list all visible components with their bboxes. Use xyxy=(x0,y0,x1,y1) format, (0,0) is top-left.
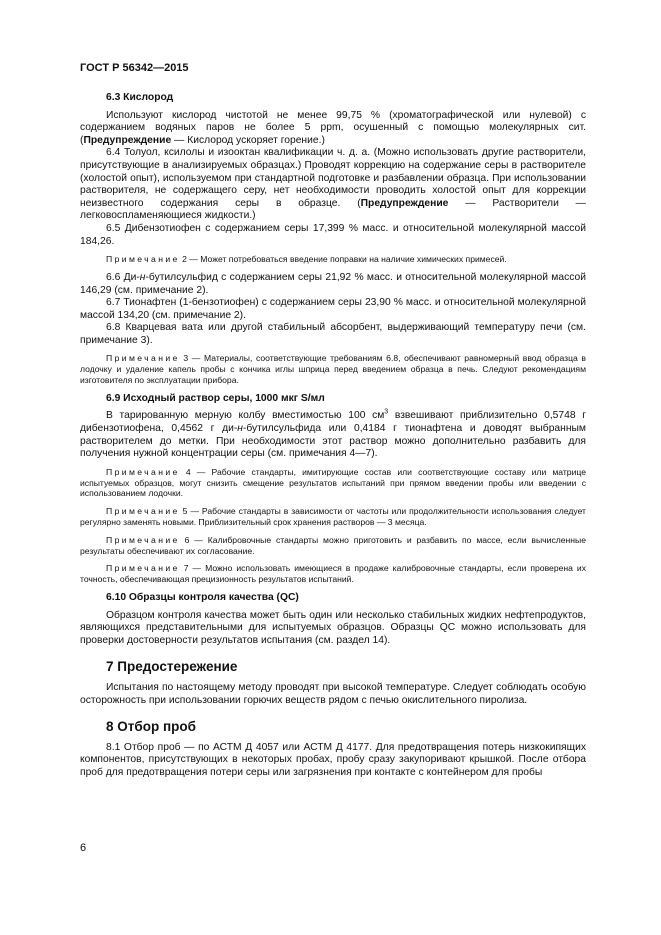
paragraph-6-4: 6.4 Толуол, ксилолы и изооктан квалификации ч. д. а. (Можно использовать другие растворители, присутствующие в анализируемых образцах.) Проводят коррекцию на содержание серы в растворителе (холостой опыт), используемом при стандартной подготовке и разбавлении образца. При использовании растворителя, не содержащего серу, нет необходимости проводить холостой опыт для коррекции неизвестного содержания серы в образце. (Предупреждение — Растворители — легковоспламеняющиеся жидкости.) xyxy=(80,147,586,222)
paragraph-6-8: 6.8 Кварцевая вата или другой стабильный абсорбент, выдерживающий температуру печи (см. примечание 3). xyxy=(80,322,586,346)
paragraph-7: Испытания по настоящему методу проводят при высокой температуре. Следует соблюдать особую осторожность при использовании горючих веществ рядом с печью окислительного пиролиза. xyxy=(80,681,586,706)
paragraph-6-5: 6.5 Дибензотиофен с содержанием серы 17,399 % масс. и относительной молекулярной массой 184,26. xyxy=(80,222,586,247)
paragraph-8-1: 8.1 Отбор проб — по АСТМ Д 4057 или АСТМ Д 4177. Для предотвращения потерь низкокипящих компонентов, присутствующих в некоторых пробах, пробу сразу закупоривают крышкой. После отбора проб для предотвращения потери серы или загрязнения при контакте с контейнером для пробы xyxy=(80,741,586,778)
paragraph-6-6: 6.6 Ди-н-бутилсульфид с содержанием серы 21,92 % масс. и относительной молекулярной массой 146,29 (см. примечание 2). xyxy=(80,271,586,296)
document-header: ГОСТ Р 56342—2015 xyxy=(80,62,189,74)
section-6-3-heading: 6.3 Кислород xyxy=(106,92,174,103)
paragraph-6-9: В тарированную мерную колбу вместимостью 100 $см^3$ взвешивают приблизительно 0,5748 г дибензотиофена, 0,4562 г ди-н-бутилсульфида или 0,4184 г тионафтена и доводят выбранным растворителем до метки. При необходимости этот раствор можно дополнительно разбавить для получения нужной концентрации серы (см. примечания 4—7). xyxy=(80,409,587,460)
section-7-heading: 7 Предостережение xyxy=(106,659,238,675)
paragraph-6-10: Образцом контроля качества может быть один или несколько стабильных жидких нефтепродуктов, являющихся представительными для испытуемых образцов. Образцы QC можно использовать для проверки достоверности результатов испытания (см. раздел 14). xyxy=(80,609,586,646)
note-2: Примечание 2 — Может потребоваться введение поправки на наличие химических примесей. xyxy=(106,254,507,265)
document-body xyxy=(80,92,586,780)
note-6: Примечание 6 — Калибровочные стандарты можно приготовить и разбавить по массе, если вычисленные результаты обеспечивают их согласование. xyxy=(80,534,586,556)
paragraph-6-7: 6.7 Тионафтен (1-бензотиофен) с содержанием серы 23,90 % масс. и относительной молекулярной массой 134,20 (см. примечание 2). xyxy=(80,297,586,321)
warning-label: Предупреждение xyxy=(360,197,449,209)
page-number: 6 xyxy=(80,842,87,854)
paragraph-6-3: Используют кислород чистотой не менее 99,75 % (хроматографической или нулевой) с содержанием водяных паров не более 5 ppm, осушенный с помощью молекулярных сит. (Предупреждение — Кислород ускоряет горение.) xyxy=(80,109,586,146)
section-8-heading: 8 Отбор проб xyxy=(106,719,196,735)
section-6-10-heading: 6.10 Образцы контроля качества (QC) xyxy=(106,592,299,604)
note-5: Примечание 5 — Рабочие стандарты в зависимости от частоты или продолжительности использования следует регулярно заменять новыми. Приблизительный срок хранения растворов — 3 месяца. xyxy=(80,506,586,528)
warning-label: Предупреждение xyxy=(83,134,172,146)
note-7: Примечание 7 — Можно использовать имеющиеся в продаже калибровочные стандарты, если проверена их точность, обеспечивающая прецизионность результатов испытаний. xyxy=(80,563,586,585)
note-3: Примечание 3 — Материалы, соответствующие требованиям 6.8, обеспечивают равномерный ввод образца в лодочку и удаление капель пробы с кончика иглы шприца перед введением образца в печь. Следуют рекомендациям изготовителя по эксплуатации прибора. xyxy=(80,353,586,386)
note-4: Примечание 4 — Рабочие стандарты, имитирующие состав или соответствующие составу или матрице испытуемых образцов, могут снизить смещение результатов испытаний при прямом введении пробы или введении с использованием лодочки. xyxy=(80,466,586,499)
section-6-9-heading: 6.9 Исходный раствор серы, 1000 мкг S/мл xyxy=(106,392,325,404)
